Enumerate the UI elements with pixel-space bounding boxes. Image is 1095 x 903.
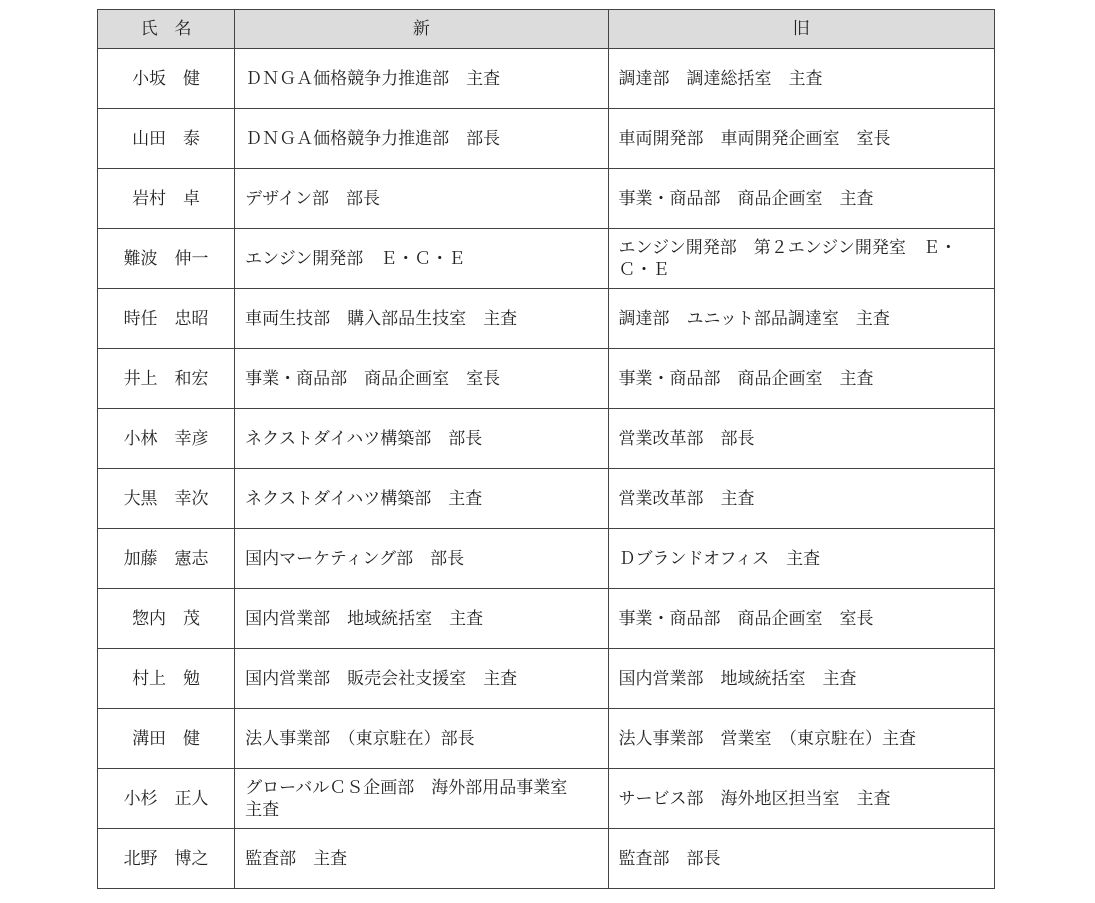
new-position: ＤＮＧＡ価格競争力推進部 主査 <box>235 49 608 109</box>
table-row <box>98 289 995 349</box>
table-body <box>98 49 995 889</box>
table-row <box>98 709 995 769</box>
table-row <box>98 229 995 289</box>
old-position: 監査部 部長 <box>608 829 994 889</box>
person-name: 井上 和宏 <box>98 349 235 409</box>
old-position: 営業改革部 主査 <box>608 469 994 529</box>
old-position: 調達部 調達総括室 主査 <box>608 49 994 109</box>
table-row <box>98 49 995 109</box>
table-row <box>98 109 995 169</box>
header-name: 氏 名 <box>98 10 235 49</box>
table-row <box>98 349 995 409</box>
table-row <box>98 589 995 649</box>
person-name: 山田 泰 <box>98 109 235 169</box>
person-name: 小杉 正人 <box>98 769 235 829</box>
new-position: デザイン部 部長 <box>235 169 608 229</box>
new-position: 国内マーケティング部 部長 <box>235 529 608 589</box>
person-name: 北野 博之 <box>98 829 235 889</box>
old-position: 営業改革部 部長 <box>608 409 994 469</box>
table-row <box>98 829 995 889</box>
new-position: 車両生技部 購入部品生技室 主査 <box>235 289 608 349</box>
table-row <box>98 529 995 589</box>
table-row <box>98 169 995 229</box>
person-name: 難波 伸一 <box>98 229 235 289</box>
old-position: 車両開発部 車両開発企画室 室長 <box>608 109 994 169</box>
old-position: サービス部 海外地区担当室 主査 <box>608 769 994 829</box>
new-position: 国内営業部 販売会社支援室 主査 <box>235 649 608 709</box>
new-position: 事業・商品部 商品企画室 室長 <box>235 349 608 409</box>
table-row <box>98 409 995 469</box>
old-position: 事業・商品部 商品企画室 主査 <box>608 169 994 229</box>
table-header <box>98 10 995 49</box>
new-position: 監査部 主査 <box>235 829 608 889</box>
table-row <box>98 469 995 529</box>
new-position: 法人事業部 （東京駐在）部長 <box>235 709 608 769</box>
table-row <box>98 769 995 829</box>
old-position: 調達部 ユニット部品調達室 主査 <box>608 289 994 349</box>
header-row <box>98 10 995 49</box>
person-name: 小林 幸彦 <box>98 409 235 469</box>
new-position: グローバルＣＳ企画部 海外部用品事業室 主査 <box>235 769 608 829</box>
person-name: 加藤 憲志 <box>98 529 235 589</box>
person-name: 大黒 幸次 <box>98 469 235 529</box>
old-position: 法人事業部 営業室 （東京駐在）主査 <box>608 709 994 769</box>
header-old-position: 旧 <box>608 10 994 49</box>
table-row <box>98 649 995 709</box>
header-new-position: 新 <box>235 10 608 49</box>
person-name: 岩村 卓 <box>98 169 235 229</box>
person-name: 時任 忠昭 <box>98 289 235 349</box>
new-position: 国内営業部 地域統括室 主査 <box>235 589 608 649</box>
old-position: エンジン開発部 第２エンジン開発室 Ｅ・Ｃ・Ｅ <box>608 229 994 289</box>
person-name: 溝田 健 <box>98 709 235 769</box>
person-name: 小坂 健 <box>98 49 235 109</box>
new-position: エンジン開発部 Ｅ・Ｃ・Ｅ <box>235 229 608 289</box>
old-position: 事業・商品部 商品企画室 室長 <box>608 589 994 649</box>
new-position: ネクストダイハツ構築部 部長 <box>235 409 608 469</box>
person-name: 村上 勉 <box>98 649 235 709</box>
new-position: ネクストダイハツ構築部 主査 <box>235 469 608 529</box>
old-position: Ｄブランドオフィス 主査 <box>608 529 994 589</box>
old-position: 事業・商品部 商品企画室 主査 <box>608 349 994 409</box>
person-name: 惣内 茂 <box>98 589 235 649</box>
new-position: ＤＮＧＡ価格競争力推進部 部長 <box>235 109 608 169</box>
old-position: 国内営業部 地域統括室 主査 <box>608 649 994 709</box>
personnel-change-table <box>97 9 995 889</box>
